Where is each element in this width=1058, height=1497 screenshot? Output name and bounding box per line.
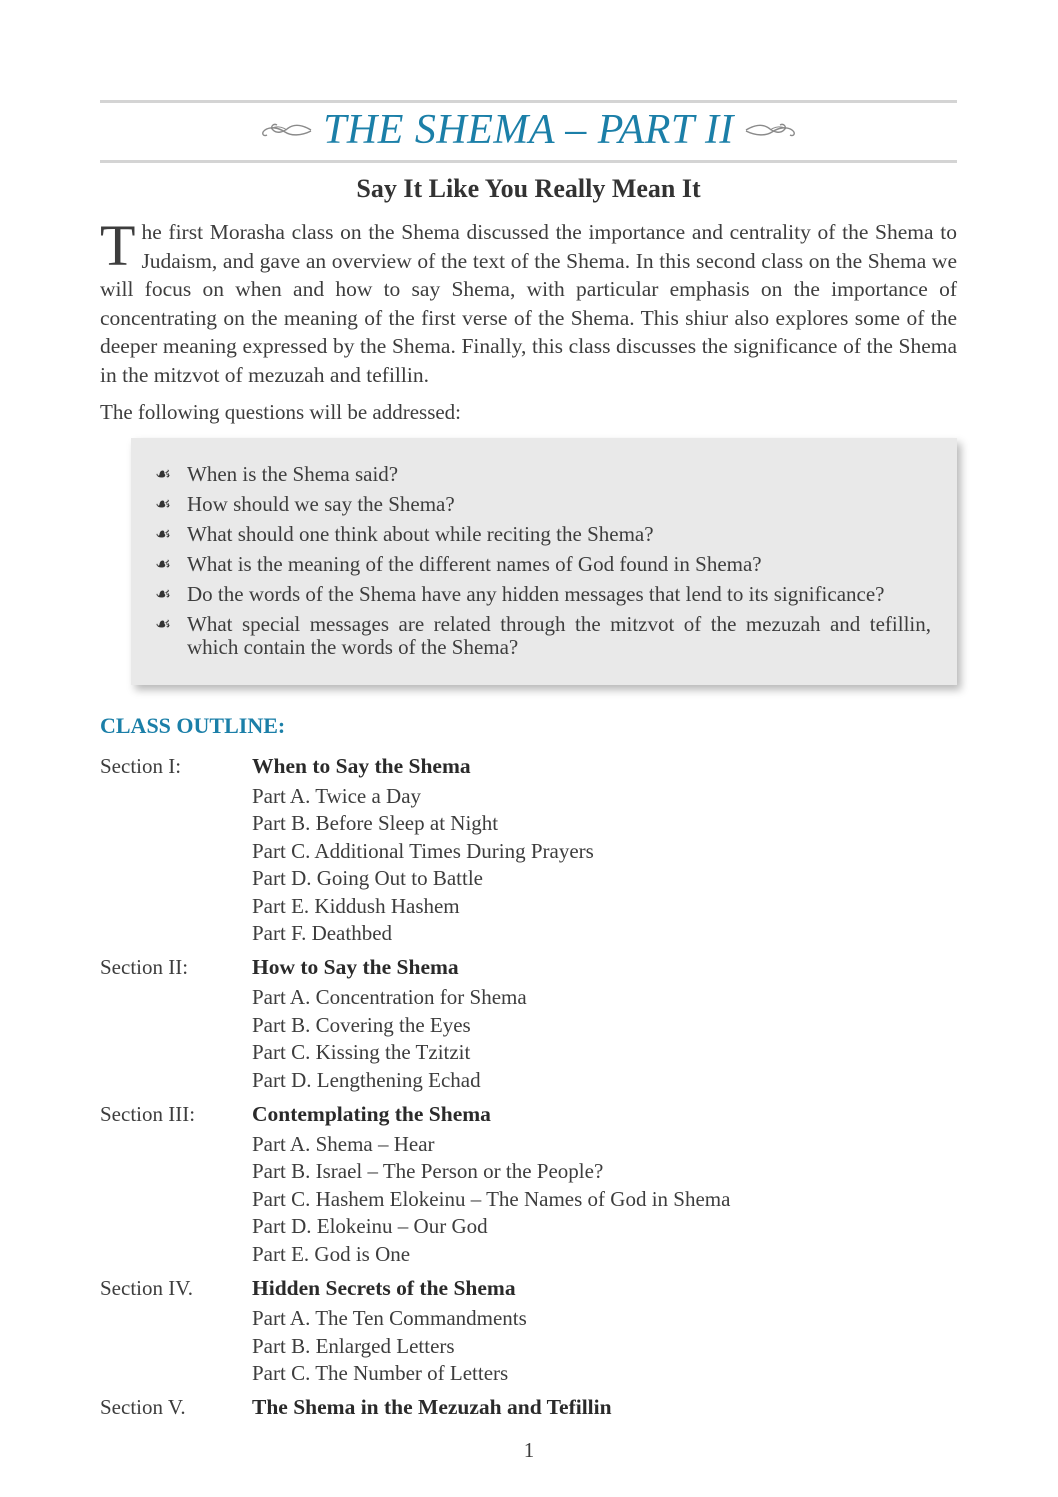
section-part: Part B. Covering the Eyes [252,1012,471,1037]
section-label: Section I: [100,754,182,778]
fleuron-bullet-icon: ☙ [155,494,172,514]
fleuron-bullet-icon: ☙ [155,464,172,484]
outline-section-4 [100,1274,957,1387]
questions-list [155,463,931,666]
class-outline-heading: CLASS OUTLINE: [100,713,286,738]
outline-section-1 [100,752,957,947]
question-item [155,583,931,606]
section-part: Part C. Kissing the Tzitzit [252,1040,471,1065]
section-part: Part B. Israel – The Person or the People? [252,1159,604,1184]
section-part: Part A. Shema – Hear [252,1132,435,1157]
fleuron-bullet-icon: ☙ [155,614,172,634]
section-part: Part C. The Number of Letters [252,1360,509,1385]
section-part: Part E. God is One [252,1241,411,1266]
section-part: Part D. Going Out to Battle [252,866,483,891]
fleuron-bullet-icon: ☙ [155,584,172,604]
question-text: How should we say the Shema? [187,492,455,516]
section-part: Part A. Concentration for Shema [252,985,527,1010]
section-part: Part C. Hashem Elokeinu – The Names of God in Shema [252,1186,731,1211]
section-title: Contemplating the Shema [252,1102,491,1127]
outline-section-3 [100,1100,957,1268]
question-text: What should one think about while reciting the Shema? [187,522,654,546]
question-item [155,553,931,576]
outline-section-2 [100,953,957,1094]
section-title: The Shema in the Mezuzah and Tefillin [252,1395,612,1420]
section-label: Section V. [100,1395,186,1420]
question-text: What is the meaning of the different names of God found in Shema? [187,552,762,576]
question-text: When is the Shema said? [187,462,399,486]
title-band [100,100,957,163]
drop-cap: T [100,213,136,278]
fleuron-bullet-icon: ☙ [155,554,172,574]
left-flourish-icon [257,120,313,140]
section-part: Part A. Twice a Day [252,784,422,808]
question-text: Do the words of the Shema have any hidden messages that lend to its significance? [187,582,885,606]
section-part: Part E. Kiddush Hashem [252,893,460,918]
section-label: Section II: [100,955,189,980]
questions-intro: The following questions will be addressed: [100,400,462,424]
section-part: Part B. Enlarged Letters [252,1333,455,1358]
questions-box [131,438,957,685]
question-item [155,493,931,516]
section-title: How to Say the Shema [252,955,459,980]
question-text: What special messages are related through the mitzvot of the mezuzah and tefillin, which contain the words of the Shema? [187,612,931,659]
question-item [155,613,931,659]
page-number: 1 [523,1438,535,1462]
right-flourish-icon [744,120,800,140]
fleuron-bullet-icon: ☙ [155,524,172,544]
section-label: Section IV. [100,1276,193,1301]
outline-section-5 [100,1393,957,1424]
section-part: Part C. Additional Times During Prayers [252,838,594,863]
question-item [155,523,931,546]
section-part: Part B. Before Sleep at Night [252,811,499,836]
section-part: Part D. Elokeinu – Our God [252,1214,488,1239]
section-part: Part D. Lengthening Echad [252,1067,481,1092]
class-outline [100,752,957,1430]
intro-paragraph [100,213,957,390]
intro-text: he first Morasha class on the Shema discussed the importance and centrality of the Shema to Judaism, and gave an overview of the text of the Shema. In this second class on the Shema we will focus on when and how to say Shema, with particular emphasis on the importance of concentrating on the meaning of the first verse of the Shema. This shiur also explores some of the deeper meaning expressed by the Shema. Finally, this class discusses the significance of the Shema in the mitzvot of mezuzah and tefillin. [100,220,957,387]
section-label: Section III: [100,1102,196,1127]
section-title: When to Say the Shema [252,754,471,778]
section-part: Part F. Deathbed [252,921,393,946]
page-title: THE SHEMA – PART II [323,107,734,153]
subtitle: Say It Like You Really Mean It [356,174,701,203]
section-part: Part A. The Ten Commandments [252,1306,527,1331]
title-row [100,105,957,155]
question-item [155,463,931,486]
section-title: Hidden Secrets of the Shema [252,1276,516,1301]
